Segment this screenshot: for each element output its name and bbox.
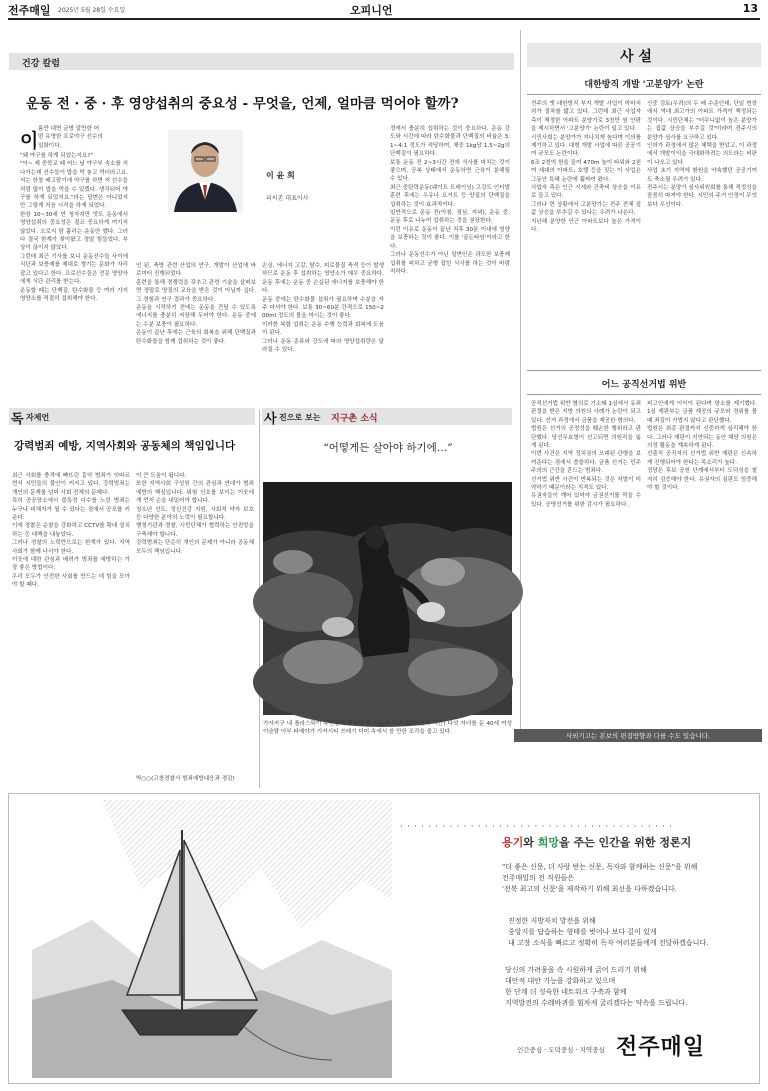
section-title: 오피니언 (350, 4, 393, 17)
ad-paragraph-2 (508, 916, 760, 949)
editorial-2-rule (527, 394, 761, 395)
issue-date: 2025년 5월 28일 수요일 (58, 7, 126, 14)
ad-headline-courage: 용기 (502, 836, 524, 849)
health-column-header-band (9, 53, 514, 70)
page-number: 13 (742, 2, 758, 15)
ad-paragraph-1 (502, 862, 760, 895)
paper-logo-small: 전주매일 (8, 4, 51, 17)
ad-decor-dots: · · · · · · · · · · · · · · · · · · · · · · · · · · · · · · · · · · · · · · · (400, 822, 673, 831)
author-name: 이 윤 희 (266, 171, 295, 180)
ad-p3-line4: 지역발전의 수레바퀴를 힘차게 굴리겠다는 약속을 드립니다. (505, 999, 688, 1007)
column-divider (520, 30, 521, 740)
health-column-category: 건강 칼럼 (22, 59, 60, 69)
ad-p1-line3: '전북 최고의 신문'을 제작하기 위해 최선을 다하겠습니다. (502, 885, 677, 893)
health-col4-text: 정에서 충분히 섭취하는 것이 중요하다. 운동 강도와 시간에 따라 탄수화물과 단백질의 비율은 3:1~4:1 정도가 적당하며, 체중 1kg당 1.5~2g의 단백질이 필요하다. 보통 운동 전 2~3시간 전에 식사를 마치는 것이 좋으며, 공복 상태에서 운동하면 근육이 분해될 수 있다. 최근 중탄력운동(웨이트 트레이닝) 고강도 인터벌 훈련 후에는 우유나 요거트 등 양질의 단백질을 섭취하는 것이 효과적이다. 일반적으로 운동 전(아침, 점심, 저녁), 운동 중, 운동 후로 나누어 섭취하는 것을 권장한다. 이런 이유로 운동이 끝난 직후 30분 이내에 영양을 보충하는 것이 좋다. 이를 '골든타임'이라고 한다. 그러나 운동선수가 아닌 일반인은 과도한 보충제 섭취를 피하고 균형 잡힌 식사를 하는 것이 바람직하다. (390, 126, 510, 275)
ad-headline-rest: 을 주는 인간을 위한 정론지 (559, 836, 692, 849)
photo-story-label-big: 사 (264, 412, 277, 427)
editorial-2-col1: 공직선거법 위반 혐의로 기소돼 1심에서 유죄 판결을 받은 지방 의원의 사례가 논란이 되고 있다. 선거 과정에서 금품을 제공한 혐의다. 법원은 선거의 공정성을 훼손한 행위라고 판단했다. 당선무효형이 선고되면 의원직을 잃게 된다. 이번 사건은 지역 정치권의 오래된 관행을 보여준다는 점에서 씁쓸하다. 금품 선거는 민주주의의 근간을 흔드는 범죄다. 선거법 위반 사건이 반복되는 것은 처벌이 미약하기 때문이라는 지적도 있다. 유권자들이 깨어 있어야 금권선거를 막을 수 있다. 공명선거를 위한 감시가 필요하다. (531, 401, 641, 508)
editorial-1-headline: 대한방직 개발 '고분양가' 논란 (584, 80, 704, 90)
author-photo (168, 130, 243, 212)
health-dropcap: 이 (20, 130, 39, 152)
ad-p1-line2: 전주매일의 전 직원들은 (502, 874, 575, 882)
ad-p2-line2: 중앙지를 답습하는 형태를 벗어나 보다 깊이 있게 (508, 928, 657, 936)
dokja-headline: 강력범죄 예방, 지역사회와 공동체의 책임입니다 (14, 440, 236, 452)
health-col3-text: 손상, 에너지 고갈, 탈수, 피로물질 축적 등이 발생하므로 운동 후 섭취하는 영양소가 매우 중요하다. 운동 후에는 운동 중 손실된 에너지를 보충해야 한다. 운동 중에는 탄수화물 섭취가 필요하며 수분을 자주 마셔야 한다. 보통 30~60분 간격으로 150~200ml 정도의 물을 마시는 것이 좋다. 이러한 복합 섭취는 운동 수행 능력과 회복에 도움이 된다. 그러나 운동 종류와 강도에 따라 영양섭취량은 달라질 수 있다. (262, 263, 384, 354)
ad-headline-hope: 희망 (537, 836, 559, 849)
editorial-1-col1: 전주의 옛 대한방직 부지 개발 사업이 막바지 허가 절차를 밟고 있다. 그런데 최근 사업자 측이 책정한 아파트 분양가로 3천만 원 안팎을 제시하면서 '고분양가' 논란이 일고 있다. 시민사회는 분양가가 지나치게 높다며 이의를 제기하고 있다. 대형 개발 사업에 따른 공공기여 규모도 논란이다. 6조 2천억 원을 들여 470m 높이 타워와 2천여 세대의 아파트, 호텔 등을 짓는 이 사업은 그동안 특혜 논란에 휩싸여 왔다. 사업자 측은 인근 시세와 건축비 상승을 이유로 들고 있다. 그러나 현 상황에서 고분양가는 전주 전체 집값 상승을 부추길 수 있다는 우려가 나온다. 지난해 분양한 인근 아파트보다 높은 가격이다. (531, 101, 641, 234)
ad-p3-line2: 대안적 대안 기능을 강화하고 있으며 (505, 977, 616, 985)
ad-p2-line1: 진정한 지방자치 발전을 위해 (508, 917, 596, 925)
editorial-2-top-rule (527, 370, 761, 371)
ad-p1-line1: "더 좋은 신문, 더 사랑 받는 신문, 독자와 함께하는 신문"을 위해 (502, 863, 698, 871)
health-col1-intro: 름만 대면 금방 알만한 어 떤 유명한 프로야구 선수의 일화이다. (38, 126, 103, 149)
ad-p3-line3: 한 단계 더 성숙한 네트워크 구축과 함께 (505, 988, 627, 996)
editorial-label: 사 설 (620, 49, 652, 65)
dokja-label-big: 독 (11, 412, 24, 427)
ad-illustration (32, 800, 392, 1078)
photo-story-caption: 가자지구 내 플라스틱이 주민들의 일상이 된 가운데 지난 26일(현지 시간) 다섯 자녀를 둔 40세 여성 이슬람 아부 타예야가 가자시티 쓰레기 더미 속에서 쓸 만한 조각을 줍고 있다. (263, 721, 514, 736)
photo-story-label-accent: 지구촌 소식 (331, 414, 378, 424)
health-col1-text: "왜 야구를 하게 되었는지요?" "아~ 제 중학교 때 어느 날 야구부 숙소를 지나가는데 선수들이 밥을 막 놓고 먹더라고요. 저는 한창 배고팠기에 야구를 하면 저 선수들처럼 많이 밥을 먹을 수 있겠다. 생각되어 야구를 하게 되었지요."라는 답변은 아니었지만 그렇게 처음 시작을 하게 되었다. 한창 10~30세 연 청자지만 맛도 운동에서 영양섭취의 중요성은 결코 중요하게 여기지 않았다. 오로지 땀 흘리는 운동만 했다. 그러다 결국 한계가 찾아왔고 정말 힘들었다. 부상이 끊이지 않았다. 그런데 최근 기사를 보니 운동선수들 사이에 식단과 보충제를 제대로 챙기는 문화가 자리잡고 있다고 한다. 프로선수들은 전문 영양사에게 식단 관리를 받는다. 운동할 때는 단백질, 탄수화물 등 여러 가지 영양소를 적절히 섭취해야 한다. (20, 153, 128, 302)
photo-story-label-rest: 진으로 보는 (279, 413, 321, 422)
ad-headline-conj: 와 (523, 836, 538, 849)
photo-story-image (263, 482, 512, 715)
disclaimer-text: 사외기고는 본보의 편집방향과 다를 수도 있습니다. (565, 732, 711, 740)
editorial-2-headline: 어느 공직선거법 위반 (601, 380, 687, 390)
photo-story-headline: “어떻게든 살아야 하기에…” (323, 442, 453, 454)
dokja-label-rest: 자제언 (26, 413, 50, 422)
editorial-2-col2: 피고인에게 이익이 된다며 항소를 제기했다. 1심 재판부는 금품 제공의 규모와 경위를 볼 때 죄질이 가볍지 않다고 판단했다. 법원은 최종 판결까지 신중하게 심리해야 한다. 그러나 재판이 지연되는 동안 해당 의원은 의정 활동을 계속하게 된다. 선출직 공직자의 선거법 위반 재판은 신속하게 진행되어야 한다는 목소리가 높다. 정당은 후보 공천 단계에서부터 도덕성을 철저히 검증해야 한다. 유권자의 심판도 엄중해야 할 것이다. (647, 401, 757, 492)
ad-p3-line1: 당신의 가려움을 속 시원하게 긁어 드리기 위해 (505, 966, 647, 974)
ad-slogan: 인간중심 · 도덕중심 · 지역중심 (517, 1046, 605, 1054)
author-title: 피씨존 대표이사 (266, 195, 309, 202)
ad-logo: 전주매일 (616, 1034, 706, 1060)
dokja-col2: 이 큰 도움이 됩니다. 또한 지역사회 구성원 간의 관심과 연대가 범죄 예방의 핵심입니다. 위험 신호를 보이는 이웃에게 먼저 손을 내밀어야 합니다. 청소년 선도, 정신건강 지원, 사회적 약자 보호 등 다양한 분야의 노력이 필요합니다. 행정기관과 경찰, 시민단체가 협력하는 안전망을 구축해야 합니다. 강력범죄는 단순히 개인의 문제가 아니라 공동체 모두의 책임입니다. (136, 473, 254, 555)
health-column-headline: 운동 전 · 중 · 후 영양섭취의 중요성 - 무엇을, 언제, 얼마큼 먹어야 할까? (26, 96, 459, 112)
ad-headline (502, 834, 691, 850)
editorial-1-col2: 신중 검토(우려)의 두 배 수준인데, 단일 현장에서 역대 최고가의 아파트 가격이 책정되는 것이다. 시민단체는 "터무니없이 높은 분양가는 집값 상승을 부추길 것"이라며 전주시의 분양가 심사를 요구하고 있다. 인허가 과정에서 많은 혜택을 받았고, 이 과정에서 개발이익을 극대화하려는 의도라는 비판이 나오고 있다. 사업 초기 지역에 환원을 약속했던 공공기여도 축소될 우려가 있다. 전주시는 분양가 심사위원회를 통해 적정성을 꼼꼼히 따져야 한다. 시민의 주거 안정이 무엇보다 우선이다. (647, 101, 757, 208)
dokja-author: 박○○(고창경찰서 범죄예방대응과 경감) (136, 776, 235, 782)
dokja-col1: 최근 사회를 충격에 빠뜨린 흉악 범죄가 잇따르면서 시민들의 불안이 커지고 있다. 강력범죄는 개인의 문제를 넘어 사회 전체의 문제다. 특히 공공장소에서 불특정 다수를 노린 범죄는 누구나 피해자가 될 수 있다는 점에서 공포를 키운다. 이에 경찰은 순찰을 강화하고 CCTV를 확대 설치하는 등 대책을 내놓았다. 그러나 경찰의 노력만으로는 한계가 있다. 지역사회가 함께 나서야 한다. 이웃에 대한 관심과 배려가 범죄를 예방하는 가장 좋은 방법이다. 우리 모두가 안전한 사회를 만드는 데 힘을 모아야 할 때다. (12, 473, 130, 589)
masthead-rule (8, 18, 760, 20)
ad-p2-line3: 내 고장 소식을 빠르고 정확히 독자 여러분들에게 전달하겠습니다. (508, 939, 709, 947)
health-col2-text: 인 된, 축방 관련 산업의 연구, 개발이 산업에 바로미터 진행되었다. 훈련을 통해 경쟁력을 갖추고 관련 기술을 살펴보면 정말로 양질의 교육을 받은 것이 아닐까 싶다. 그 경험과 연구 결과가 중요하다. 운동을 시작하기 전에는 운동을 견딜 수 있도록 에너지를 충분히 저장해 두어야 한다. 운동 중에는 수분 보충이 필요하다. 운동이 끝난 후에는 근육의 회복을 위해 단백질과 탄수화물을 함께 섭취하는 것이 좋다. (136, 263, 256, 345)
editorial-1-rule (527, 94, 761, 95)
ad-paragraph-3 (505, 965, 760, 1009)
